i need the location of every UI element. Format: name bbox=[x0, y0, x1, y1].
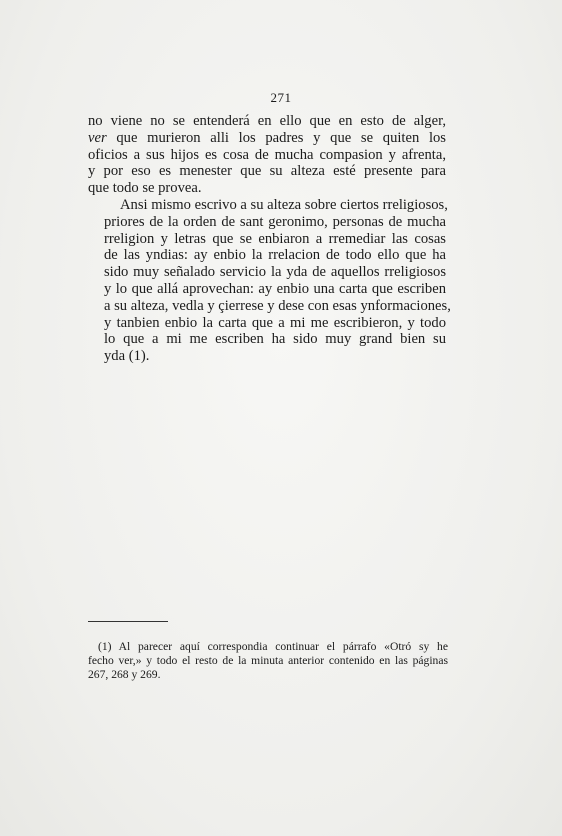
text-line: y por eso es menester que su alteza esté presente para bbox=[88, 163, 446, 180]
text-line: rreligion y letras que se enbiaron a rremediar las cosas bbox=[104, 230, 446, 247]
text-line: yda (1). bbox=[104, 348, 150, 365]
text-line-rest: que murieron alli los padres y que se quiten los bbox=[116, 129, 446, 146]
paragraph-1 bbox=[88, 113, 446, 197]
text-line: y lo que allá aprovechan: ay enbio una carta que escriben bbox=[104, 280, 446, 297]
text-line: y tanbien enbio la carta que a mi me escribieron, y todo bbox=[104, 314, 446, 331]
footnote-divider bbox=[88, 621, 168, 622]
paragraph-2 bbox=[88, 196, 451, 365]
text-line: sido muy señalado servicio la yda de aquellos rreligiosos bbox=[104, 264, 446, 281]
text-line: Ansi mismo escrivo a su alteza sobre ciertos rreligiosos, bbox=[120, 196, 448, 213]
text-line: oficios a sus hijos es cosa de mucha compasion y afrenta, bbox=[88, 146, 446, 163]
footnote-line: (1) Al parecer aquí correspondia continuar el párrafo «Otró sy he bbox=[98, 640, 448, 653]
text-line: a su alteza, vedla y çierrese y dese con esas ynformaciones, bbox=[104, 297, 451, 314]
footnote bbox=[88, 640, 448, 683]
text-line bbox=[88, 130, 446, 147]
footnote-line: 267, 268 y 269. bbox=[88, 668, 161, 682]
footnote-line: fecho ver,» y todo el resto de la minuta anterior contenido en las páginas bbox=[88, 654, 448, 668]
italic-word: ver bbox=[88, 129, 107, 146]
page-number: 271 bbox=[270, 90, 292, 105]
text-line: no viene no se entenderá en ello que en esto de alger, bbox=[88, 113, 446, 129]
body-text bbox=[88, 113, 451, 365]
text-line: priores de la orden de sant geronimo, personas de mucha bbox=[104, 213, 446, 230]
text-line: lo que a mi me escriben ha sido muy grand bien su bbox=[104, 331, 446, 348]
text-line: de las yndias: ay enbio la rrelacion de todo ello que ha bbox=[104, 247, 446, 264]
text-line: que todo se provea. bbox=[88, 180, 202, 197]
